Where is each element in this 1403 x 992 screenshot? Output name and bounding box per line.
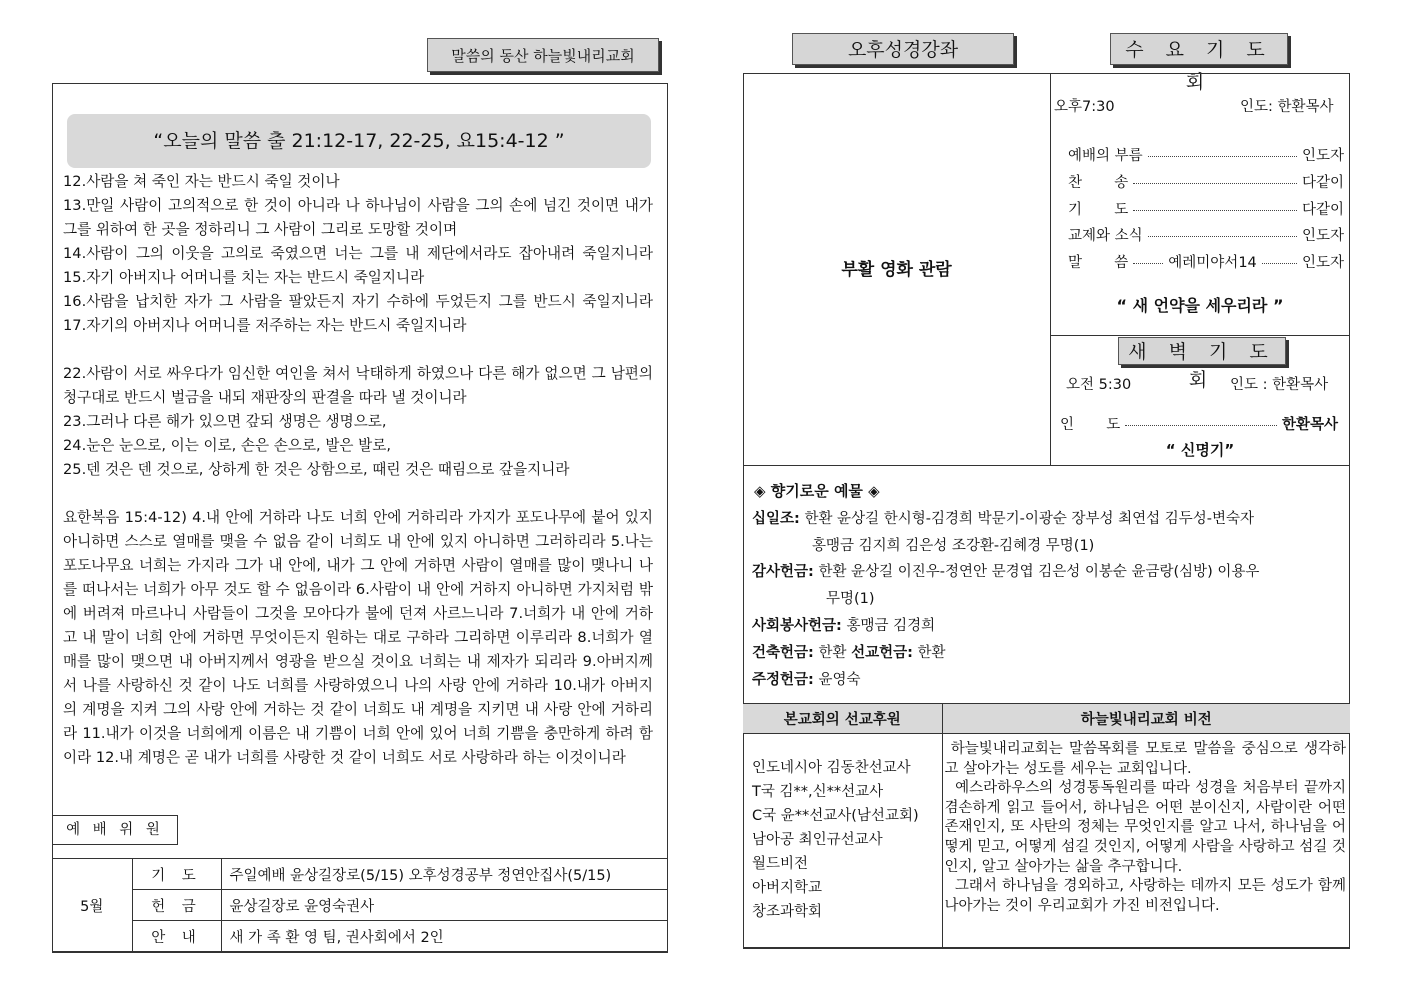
scripture-paragraph: 16.사람을 납치한 자가 그 사람을 팔았든지 자기 수하에 두었든지 그를 반드시 죽일지니라 17.자기의 아버지나 어머니를 저주하는 자는 반드시 죽일지니라 — [63, 293, 653, 334]
list-item: 창조과학회 — [752, 904, 823, 920]
duty-role: 안 내 — [132, 921, 221, 952]
order-item — [1068, 198, 1344, 219]
duty-role: 헌 금 — [132, 890, 221, 921]
dawn-leader-row — [1060, 413, 1338, 434]
offering-label: 감사헌금: — [752, 564, 814, 580]
divider — [1050, 335, 1350, 336]
order-value: 한환목사 — [1281, 417, 1338, 433]
order-label: 예배의 부름 — [1068, 148, 1143, 164]
dawn-leader: 인도 : 한환목사 — [1230, 377, 1329, 393]
offering-thanks — [752, 559, 1342, 612]
order-passage: 예레미야서14 — [1168, 255, 1257, 271]
offering-names: 윤영숙 — [818, 672, 861, 688]
leader-dots — [1148, 156, 1297, 157]
divider — [1050, 73, 1051, 466]
vision-header: 하늘빛내리교회 비전 — [942, 704, 1350, 734]
scripture-paragraph: 13.만일 사람이 고의적으로 한 것이 아니라 나 하나님이 사람을 그의 손에 넘긴 것이면 내가 그를 위하여 한 곳을 정하리니 그 사람이 그리로 도망할 것이며 — [63, 197, 653, 238]
wednesday-prayer-title: 수 요 기 도 회 — [1110, 33, 1288, 65]
todays-word-banner: “오늘의 말씀 출 21:12-17, 22-25, 요15:4-12 ” — [67, 114, 651, 168]
leader-dots — [1133, 183, 1297, 184]
church-name-tag: 말씀의 동산 하늘빛내리교회 — [427, 38, 659, 72]
scripture-paragraph: 14.사람이 그의 이웃을 고의로 죽였으면 너는 그를 내 제단에서라도 잡아내려 죽일지니라 15.자기 아버지나 어머니를 치는 자는 반드시 죽일지니라 — [63, 245, 653, 286]
offering-names-continued: 홍맹금 김지희 김은성 조강환-김혜경 무명(1) — [812, 537, 1095, 554]
scripture-paragraph: 12.사람을 쳐 죽인 자는 반드시 죽일 것이나 — [63, 173, 340, 190]
list-item: 아버지학교 — [752, 880, 823, 896]
order-item — [1068, 224, 1344, 245]
table-row — [52, 921, 668, 952]
scripture-paragraph: 23.그러나 다른 해가 있으면 갚되 생명은 생명으로, — [63, 413, 387, 430]
offering-social — [752, 613, 1342, 640]
order-value: 인도자 — [1301, 228, 1344, 244]
list-item: T국 김**,신**선교사 — [752, 784, 884, 800]
scripture-paragraph: 요한복음 15:4-12) 4.내 안에 거하라 나도 너희 안에 거하리라 가지가 포도나무에 붙어 있지 아니하면 스스로 열매를 맺을 수 없음 같이 너희도 내 안에 있지 아니하면 그러하리라 5.나는 포도나무요 너희는 가지라 그가 내 안에, 내가 그 안에 거하면 사람이 열매를 많이 맺나니 나를 떠나서는 너희가 아무 것도 할 수 없음이라 6.사람이 내 안에 거하지 아니하면 가지처럼 밖에 버려져 마르나니 사람들이 그것을 모아다가 불에 던져 사르느니라 7.너희가 내 안에 거하고 내 말이 너희 안에 거하면 무엇이든지 원하는 대로 구하라 그리하면 이루리라 8.너희가 열매를 많이 맺으면 내 아버지께서 영광을 받으실 것이요 너희는 내 제자가 되리라 9.아버지께서 나를 사랑하신 것 같이 나도 너희를 사랑하였으니 나의 사랑 안에 거하라 10.내가 아버지의 계명을 지켜 그의 사랑 안에 거하는 것 같이 너희도 내 계명을 지키면 내 사랑 안에 거하리라 11.내가 이것을 너희에게 이름은 내 기쁨이 너희 안에 있어 너희 기쁨을 충만하게 하려 함이라 12.내 계명은 곧 내가 너희를 사랑한 것 같이 너희도 서로 사랑하라 하는 이것이니라 — [63, 509, 653, 766]
leader-dots — [1125, 425, 1277, 426]
order-label: 찬 송 — [1068, 175, 1129, 191]
order-label: 인 도 — [1060, 417, 1121, 433]
scripture-paragraph: 25.덴 것은 덴 것으로, 상하게 한 것은 상함으로, 때린 것은 때림으로 갚을지니라 — [63, 461, 570, 478]
order-value: 인도자 — [1301, 255, 1344, 271]
offering-building — [752, 640, 1342, 667]
list-item: C국 윤**선교사(남선교회) — [752, 808, 919, 824]
divider — [743, 465, 1350, 466]
mission-support-header: 본교회의 선교후원 — [743, 704, 942, 734]
scripture-paragraph: 22.사람이 서로 싸우다가 임신한 여인을 쳐서 낙태하게 하였으나 다른 해가 없으면 그 남편의 청구대로 반드시 벌금을 내되 재판장의 판결을 따라 낼 것이니라 — [63, 365, 653, 406]
scripture-text — [63, 170, 653, 770]
order-item — [1068, 144, 1344, 165]
worship-committee-label: 예 배 위 원 — [52, 815, 178, 845]
mission-vision-table — [743, 703, 1350, 949]
vision-paragraph: 그래서 하나님을 경외하고, 사랑하는 데까지 모든 성도가 함께 나아가는 것이 우리교회가 가진 비전입니다. — [944, 878, 1351, 914]
leader-dots — [1262, 263, 1297, 264]
worship-duty-table — [52, 858, 668, 952]
vision-paragraph: 예스라하우스의 성경통독원리를 따라 성경을 처음부터 끝까지 겸손하게 읽고 들어서, 하나님은 어떤 분이신지, 사람이란 어떤 존재인지, 또 사탄의 정체는 무엇인지를 알고 나서, 하나님을 어떻게 믿고, 어떻게 섬길 것인지, 어떻게 사람을 사랑하고 섬길 것인지, 알고 살아가는 삶을 추구합니다. — [944, 780, 1351, 875]
offering-label: 주정헌금: — [752, 672, 814, 688]
offerings-heading: ◈ 향기로운 예물 ◈ — [754, 482, 880, 500]
missionary-list — [743, 734, 942, 949]
vision-text — [942, 734, 1350, 949]
duty-month: 5월 — [52, 859, 132, 952]
offering-names: 한환 윤상길 한시형-김경희 박문기-이광순 장부성 최연섭 김두성-변숙자 — [804, 511, 1254, 527]
paragraph-gap — [63, 482, 653, 506]
wednesday-time: 오후7:30 — [1054, 99, 1115, 115]
paragraph-gap — [63, 338, 653, 362]
sermon-title: “ 새 언약을 세우리라 ” — [1116, 296, 1284, 315]
offering-label: 건축헌금: — [752, 645, 814, 661]
dawn-prayer-title: 새 벽 기 도 회 — [1118, 337, 1286, 365]
offering-label: 십일조: — [752, 511, 800, 527]
afternoon-lecture-content: 부활 영화 관람 — [841, 260, 952, 280]
offering-regular — [752, 667, 1342, 694]
order-label: 말 씀 — [1068, 255, 1129, 271]
duty-names: 주일예배 윤상길장로(5/15) 오후성경공부 정연안집사(5/15) — [221, 859, 668, 890]
offering-names: 한환 윤상길 이진우-정연안 문경엽 김은성 이봉순 윤금랑(심방) 이용우 — [818, 564, 1260, 580]
scripture-paragraph: 24.눈은 눈으로, 이는 이로, 손은 손으로, 발은 발로, — [63, 437, 391, 454]
list-item: 월드비전 — [752, 856, 809, 872]
order-value: 다같이 — [1301, 175, 1344, 191]
offering-names: 한환 — [818, 645, 847, 661]
leader-dots — [1133, 210, 1297, 211]
offering-names: 한환 — [917, 645, 946, 661]
offering-label: 선교헌금: — [851, 645, 913, 661]
order-item — [1068, 171, 1344, 192]
leader-dots — [1148, 236, 1297, 237]
table-row — [743, 734, 1350, 949]
table-header-row — [743, 704, 1350, 734]
order-value: 다같이 — [1301, 202, 1344, 218]
order-value: 인도자 — [1301, 148, 1344, 164]
duty-role: 기 도 — [132, 859, 221, 890]
offering-tithe — [752, 506, 1342, 559]
order-label: 교제와 소식 — [1068, 228, 1143, 244]
leader-dots — [1133, 263, 1163, 264]
offering-label: 사회봉사헌금: — [752, 618, 842, 634]
vision-paragraph: 하늘빛내리교회는 말씀목회를 모토로 말씀을 중심으로 생각하고 살아가는 성도를 세우는 교회입니다. — [944, 741, 1346, 777]
offering-names: 홍맹금 김경희 — [846, 618, 936, 634]
dawn-book: “ 신명기” — [1165, 441, 1235, 459]
offering-names-continued: 무명(1) — [826, 590, 875, 607]
dawn-time: 오전 5:30 — [1066, 377, 1132, 393]
duty-names: 새 가 족 환 영 팀, 권사회에서 2인 — [221, 921, 668, 952]
duty-names: 윤상길장로 윤영숙권사 — [221, 890, 668, 921]
afternoon-lecture-title: 오후성경강좌 — [792, 33, 1014, 65]
table-row — [52, 859, 668, 890]
wednesday-leader: 인도: 한환목사 — [1240, 99, 1334, 115]
order-item — [1068, 251, 1344, 272]
list-item: 인도네시아 김동찬선교사 — [752, 760, 911, 776]
order-label: 기 도 — [1068, 202, 1129, 218]
list-item: 남아공 최인규선교사 — [752, 832, 883, 848]
table-row — [52, 890, 668, 921]
